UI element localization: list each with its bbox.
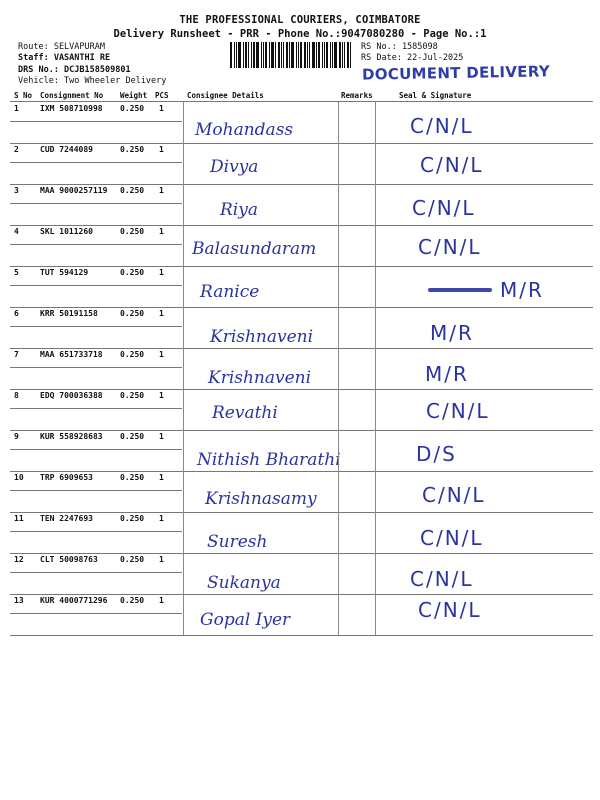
weight-value: 0.250 — [120, 227, 145, 236]
seal-signature: M/R — [425, 362, 469, 386]
pcs-value: 1 — [159, 432, 164, 441]
row-divider — [10, 266, 593, 267]
serial-number: 12 — [14, 555, 24, 564]
consignment-number: TUT 594129 — [40, 268, 89, 277]
pcs-value: 1 — [159, 473, 164, 482]
weight-value: 0.250 — [120, 555, 145, 564]
row-subdivider — [10, 408, 182, 409]
col-header-consignee: Consignee Details — [187, 91, 264, 100]
rs-number: RS No.: 1585098 — [361, 42, 438, 52]
weight-value: 0.250 — [120, 514, 145, 523]
crossed-out-mark — [428, 288, 492, 292]
consignee-signature: Gopal Iyer — [200, 610, 291, 630]
column-divider — [183, 102, 184, 635]
staff-field: Staff: VASANTHI RE — [18, 53, 111, 63]
col-header-seal: Seal & Signature — [399, 91, 472, 100]
seal-signature: C/N/L — [418, 235, 482, 259]
row-subdivider — [10, 244, 182, 245]
seal-signature: C/N/L — [410, 567, 474, 591]
serial-number: 6 — [14, 309, 19, 318]
row-subdivider — [10, 613, 182, 614]
consignment-number: EDQ 700036388 — [40, 391, 103, 400]
route-field: Route: SELVAPURAM — [18, 42, 105, 52]
serial-number: 4 — [14, 227, 19, 236]
weight-value: 0.250 — [120, 473, 145, 482]
drs-number: DRS No.: DCJB158509801 — [18, 65, 131, 75]
consignee-signature: Krishnaveni — [210, 327, 314, 347]
consignment-number: CUD 7244089 — [40, 145, 93, 154]
row-divider — [10, 594, 593, 595]
row-subdivider — [10, 121, 182, 122]
header-divider — [10, 101, 593, 102]
row-divider — [10, 430, 593, 431]
seal-signature: C/N/L — [412, 196, 476, 220]
row-subdivider — [10, 572, 182, 573]
consignment-number: KUR 4000771296 — [40, 596, 108, 605]
row-subdivider — [10, 531, 182, 532]
row-subdivider — [10, 490, 182, 491]
row-subdivider — [10, 367, 182, 368]
row-subdivider — [10, 326, 182, 327]
row-divider — [10, 389, 593, 390]
seal-signature: C/N/L — [420, 526, 484, 550]
consignment-number: TEN 2247693 — [40, 514, 93, 523]
row-subdivider — [10, 449, 182, 450]
consignee-signature: Riya — [220, 200, 258, 220]
consignee-signature: Suresh — [207, 532, 268, 552]
col-header-pcs: PCS — [155, 91, 169, 100]
pcs-value: 1 — [159, 514, 164, 523]
serial-number: 2 — [14, 145, 19, 154]
serial-number: 5 — [14, 268, 19, 277]
serial-number: 8 — [14, 391, 19, 400]
row-divider — [10, 471, 593, 472]
consignment-number: KRR 50191158 — [40, 309, 98, 318]
consignment-number: CLT 50098763 — [40, 555, 98, 564]
row-divider — [10, 143, 593, 144]
seal-signature: C/N/L — [420, 153, 484, 177]
serial-number: 13 — [14, 596, 24, 605]
weight-value: 0.250 — [120, 391, 145, 400]
row-subdivider — [10, 203, 182, 204]
row-divider — [10, 348, 593, 349]
pcs-value: 1 — [159, 227, 164, 236]
document-delivery-stamp: DOCUMENT DELIVERY — [361, 62, 551, 84]
serial-number: 10 — [14, 473, 24, 482]
serial-number: 7 — [14, 350, 19, 359]
consignee-signature: Sukanya — [207, 573, 281, 593]
consignee-signature: Divya — [210, 157, 259, 177]
row-divider — [10, 184, 593, 185]
consignment-number: MAA 651733718 — [40, 350, 103, 359]
col-header-remarks: Remarks — [341, 91, 373, 100]
consignee-signature: Revathi — [212, 403, 278, 423]
pcs-value: 1 — [159, 350, 164, 359]
consignment-number: SKL 1011260 — [40, 227, 93, 236]
seal-signature: M/R — [500, 278, 544, 302]
runsheet-subtitle: Delivery Runsheet - PRR - Phone No.:9047080280 - Page No.:1 — [113, 28, 487, 40]
consignee-signature: Mohandass — [195, 120, 294, 140]
weight-value: 0.250 — [120, 186, 145, 195]
weight-value: 0.250 — [120, 432, 145, 441]
weight-value: 0.250 — [120, 596, 145, 605]
barcode — [230, 42, 356, 68]
row-divider — [10, 225, 593, 226]
consignee-signature: Krishnaveni — [208, 368, 312, 388]
pcs-value: 1 — [159, 145, 164, 154]
pcs-value: 1 — [159, 555, 164, 564]
col-header-sno: S No — [14, 91, 33, 100]
consignment-number: IXM 508710998 — [40, 104, 103, 113]
row-subdivider — [10, 285, 182, 286]
col-header-weight: Weight — [120, 91, 148, 100]
row-divider — [10, 307, 593, 308]
weight-value: 0.250 — [120, 268, 145, 277]
pcs-value: 1 — [159, 268, 164, 277]
column-divider — [338, 102, 339, 635]
consignee-signature: Nithish Bharathi — [197, 450, 341, 470]
seal-signature: C/N/L — [422, 483, 486, 507]
consignee-signature: Balasundaram — [192, 239, 317, 259]
consignment-number: KUR 558928683 — [40, 432, 103, 441]
row-divider — [10, 553, 593, 554]
weight-value: 0.250 — [120, 350, 145, 359]
column-divider — [375, 102, 376, 635]
col-header-consignment: Consignment No — [40, 91, 104, 100]
row-divider — [10, 635, 593, 636]
seal-signature: C/N/L — [426, 399, 490, 423]
seal-signature: C/N/L — [410, 114, 474, 138]
seal-signature: M/R — [430, 321, 474, 345]
serial-number: 1 — [14, 104, 19, 113]
row-subdivider — [10, 162, 182, 163]
seal-signature: C/N/L — [418, 598, 482, 622]
serial-number: 9 — [14, 432, 19, 441]
pcs-value: 1 — [159, 186, 164, 195]
consignment-number: MAA 9000257119 — [40, 186, 108, 195]
vehicle-field: Vehicle: Two Wheeler Delivery — [18, 76, 167, 86]
weight-value: 0.250 — [120, 309, 145, 318]
pcs-value: 1 — [159, 309, 164, 318]
weight-value: 0.250 — [120, 145, 145, 154]
weight-value: 0.250 — [120, 104, 145, 113]
serial-number: 11 — [14, 514, 24, 523]
consignment-number: TRP 6909653 — [40, 473, 93, 482]
serial-number: 3 — [14, 186, 19, 195]
consignee-signature: Ranice — [200, 282, 260, 302]
consignee-signature: Krishnasamy — [205, 489, 317, 509]
page-title: THE PROFESSIONAL COURIERS, COIMBATORE — [179, 14, 421, 26]
seal-signature: D/S — [416, 442, 457, 466]
pcs-value: 1 — [159, 391, 164, 400]
pcs-value: 1 — [159, 596, 164, 605]
row-divider — [10, 512, 593, 513]
pcs-value: 1 — [159, 104, 164, 113]
rs-date: RS Date: 22-Jul-2025 — [361, 53, 464, 63]
